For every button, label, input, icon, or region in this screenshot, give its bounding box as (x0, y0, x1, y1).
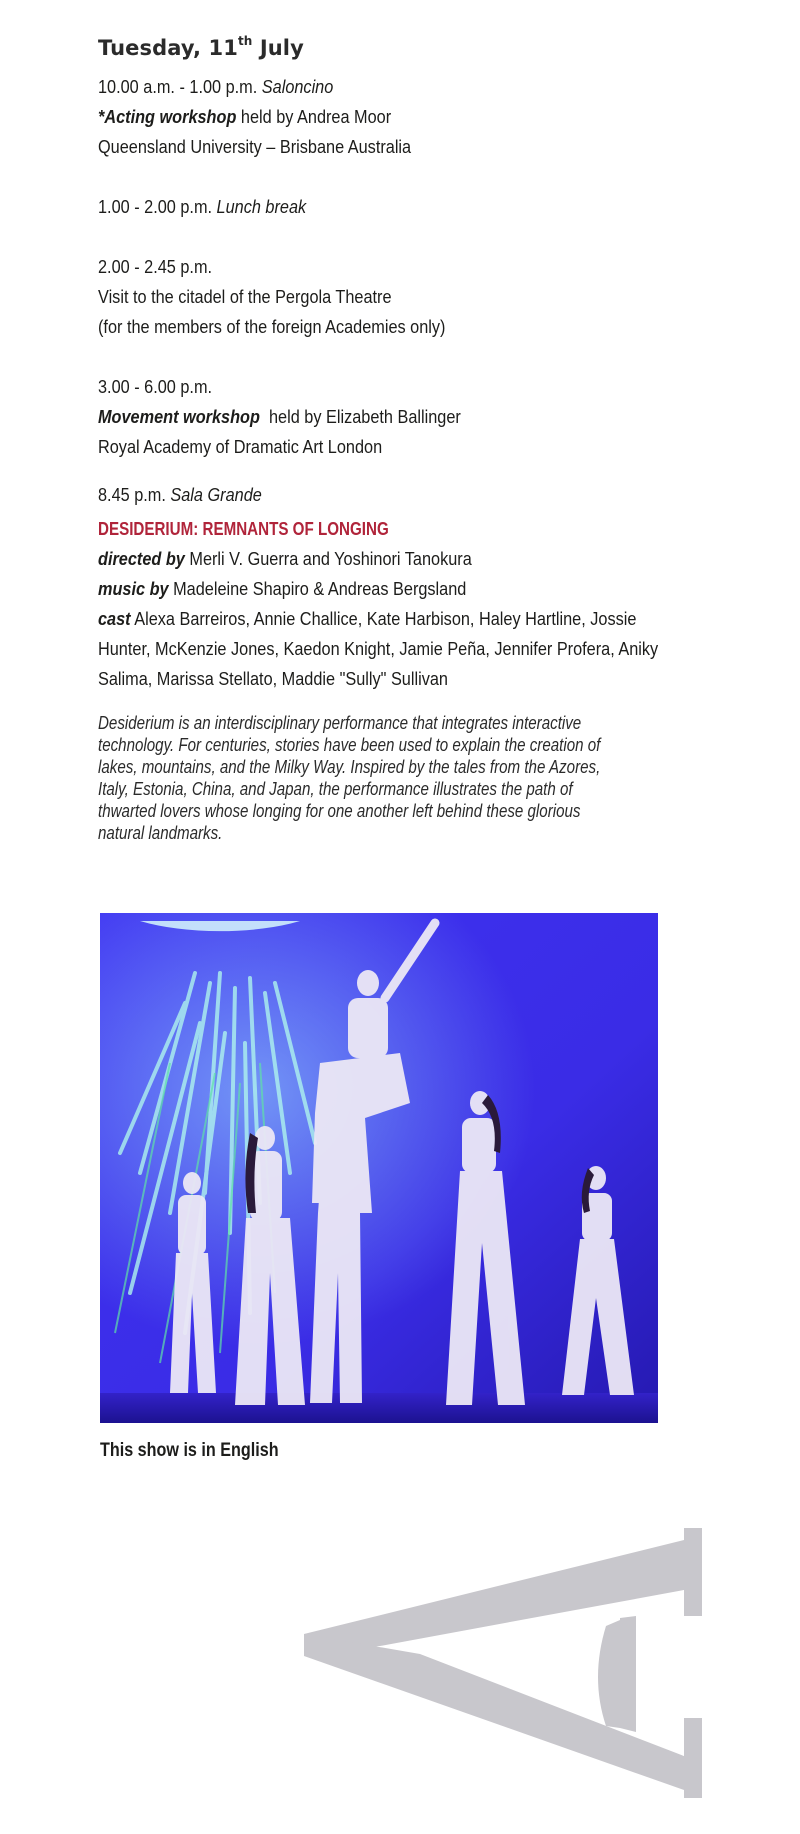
block3-line2: (for the members of the foreign Academies only) (98, 316, 446, 337)
block1-venue: Saloncino (261, 76, 334, 97)
block3-time: 2.00 - 2.45 p.m. (98, 256, 213, 277)
description-line: technology. For centuries, stories have been used to explain the creation of (98, 735, 601, 755)
block4-institution: Royal Academy of Dramatic Art London (98, 436, 383, 457)
block3-line1: Visit to the citadel of the Pergola Theatre (98, 286, 392, 307)
block1-workshop-line (98, 102, 608, 132)
show-cast-line (98, 604, 637, 634)
cast-line1: Alexa Barreiros, Annie Challice, Kate Harbison, Haley Hartline, Jossie (130, 608, 637, 629)
block5-venue: Sala Grande (170, 484, 262, 505)
cast-label: cast (98, 608, 131, 629)
show-cast-line3: Salima, Marissa Stellato, Maddie "Sully" Sullivan (98, 668, 448, 689)
description-line: thwarted lovers whose longing for one another left behind these glorious (98, 801, 581, 821)
block5-time: 8.45 p.m. (98, 484, 171, 505)
performance-photo-art (100, 913, 658, 1423)
show-directed-line (98, 544, 608, 574)
directed-value: Merli V. Guerra and Yoshinori Tanokura (184, 548, 472, 569)
day-heading (98, 36, 678, 60)
block1-time: 10.00 a.m. - 1.00 p.m. (98, 76, 262, 97)
block4-held-by: held by Elizabeth Ballinger (259, 406, 461, 427)
day-heading-prefix: Tuesday, 11 (98, 36, 238, 60)
music-label: music by (98, 578, 169, 599)
letter-a-logo (300, 1528, 710, 1798)
block5-line (98, 480, 608, 510)
block2-time: 1.00 - 2.00 p.m. (98, 196, 217, 217)
directed-label: directed by (98, 548, 185, 569)
show-title: DESIDERIUM: REMNANTS OF LONGING (98, 518, 389, 539)
block2-line (98, 192, 608, 222)
block4-workshop: Movement workshop (98, 406, 260, 427)
block1-time-line (98, 72, 608, 102)
performance-photo (100, 913, 658, 1423)
block4-time: 3.00 - 6.00 p.m. (98, 376, 213, 397)
description-line: natural landmarks. (98, 823, 223, 843)
block4-workshop-line (98, 402, 608, 432)
letter-a-logo-icon (300, 1528, 710, 1798)
show-cast-line2: Hunter, McKenzie Jones, Kaedon Knight, Jamie Peña, Jennifer Profera, Aniky (98, 638, 659, 659)
show-music-line (98, 574, 608, 604)
day-heading-sup: th (237, 34, 253, 48)
day-heading-suffix: July (252, 36, 304, 60)
music-value: Madeleine Shapiro & Andreas Bergsland (168, 578, 467, 599)
show-description (98, 712, 636, 844)
description-line: lakes, mountains, and the Milky Way. Inspired by the tales from the Azores, (98, 757, 601, 777)
language-note: This show is in English (100, 1440, 279, 1461)
block2-note: Lunch break (216, 196, 307, 217)
description-line: Desiderium is an interdisciplinary performance that integrates interactive (98, 713, 582, 733)
description-line: Italy, Estonia, China, and Japan, the performance illustrates the path of (98, 779, 573, 799)
block1-institution: Queensland University – Brisbane Australia (98, 136, 412, 157)
block1-workshop: *Acting workshop (98, 106, 237, 127)
block1-held-by: held by Andrea Moor (236, 106, 392, 127)
schedule-page (98, 36, 678, 844)
